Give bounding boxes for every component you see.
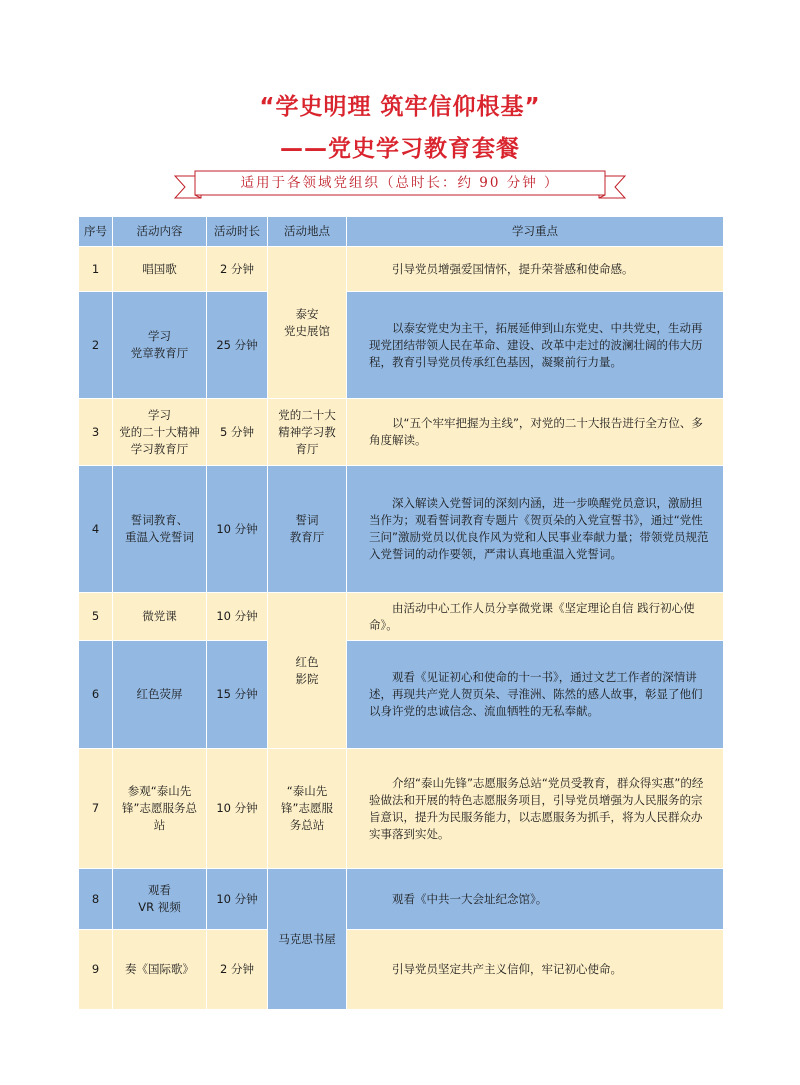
header-focus: 学习重点 [347, 217, 724, 247]
header-no: 序号 [79, 217, 113, 247]
row-duration: 10 分钟 [207, 466, 268, 593]
row-content: 唱国歌 [113, 247, 207, 292]
row-content: 红色荧屏 [113, 641, 207, 749]
row-duration: 10 分钟 [207, 749, 268, 869]
audience-banner [173, 168, 627, 202]
row-focus: 介绍“泰山先锋”志愿服务总站“党员受教育，群众得实惠”的经验做法和开展的特色志愿服务项目，引导党员增强为人民服务的宗旨意识，提升为民服务能力，以志愿服务为抓手，将为人民群众办实事落到实处。 [347, 749, 724, 869]
row-duration: 2 分钟 [207, 247, 268, 292]
row-no: 4 [79, 466, 113, 593]
table-header-row [79, 217, 724, 247]
row-location: 誓词 教育厅 [268, 466, 347, 593]
row-content: 参观“泰山先锋”志愿服务总站 [113, 749, 207, 869]
table-row [79, 593, 724, 641]
banner-text: 适用于各领域党组织（总时长：约 90 分钟 ） [240, 175, 560, 191]
row-location: 党的二十大精神学习教育厅 [268, 399, 347, 466]
row-no: 3 [79, 399, 113, 466]
activity-table [78, 216, 724, 1010]
row-no: 5 [79, 593, 113, 641]
row-duration: 2 分钟 [207, 930, 268, 1010]
row-no: 6 [79, 641, 113, 749]
table-row [79, 641, 724, 749]
row-location: 红色 影院 [268, 593, 347, 749]
row-focus: 以泰安党史为主干，拓展延伸到山东党史、中共党史，生动再现党团结带领人民在革命、建设、改革中走过的波澜壮阔的伟大历程，教育引导党员传承红色基因，凝聚前行力量。 [347, 292, 724, 399]
row-location: 泰安 党史展馆 [268, 247, 347, 399]
row-focus: 深入解读入党誓词的深刻内涵，进一步唤醒党员意识，激励担当作为；观看誓词教育专题片《贺页朵的入党宣誓书》，通过“党性三问”激励党员以优良作风为党和人民事业奉献力量；带领党员规范入党誓词的动作要领，严肃认真地重温入党誓词。 [347, 466, 724, 593]
row-no: 8 [79, 869, 113, 930]
header-duration: 活动时长 [207, 217, 268, 247]
row-location: 马克思书屋 [268, 869, 347, 1010]
page-title: “学史明理 筑牢信仰根基” [259, 94, 541, 120]
row-no: 7 [79, 749, 113, 869]
row-no: 2 [79, 292, 113, 399]
row-focus: 由活动中心工作人员分享微党课《坚定理论自信 践行初心使命》。 [347, 593, 724, 641]
table-row [79, 292, 724, 399]
table-row [79, 930, 724, 1010]
row-content: 誓词教育、 重温入党誓词 [113, 466, 207, 593]
row-no: 9 [79, 930, 113, 1010]
row-duration: 10 分钟 [207, 869, 268, 930]
row-duration: 5 分钟 [207, 399, 268, 466]
table-row [79, 247, 724, 292]
header-location: 活动地点 [268, 217, 347, 247]
row-content: 学习 党的二十大精神学习教育厅 [113, 399, 207, 466]
row-duration: 15 分钟 [207, 641, 268, 749]
table-row [79, 399, 724, 466]
table-row [79, 749, 724, 869]
row-content: 观看 VR 视频 [113, 869, 207, 930]
row-duration: 25 分钟 [207, 292, 268, 399]
row-focus: 引导党员坚定共产主义信仰，牢记初心使命。 [347, 930, 724, 1010]
row-content: 奏《国际歌》 [113, 930, 207, 1010]
table-row [79, 869, 724, 930]
row-focus: 引导党员增强爱国情怀，提升荣誉感和使命感。 [347, 247, 724, 292]
header-content: 活动内容 [113, 217, 207, 247]
page-subtitle: ——党史学习教育套餐 [280, 136, 520, 162]
table-row [79, 466, 724, 593]
row-focus: 观看《中共一大会址纪念馆》。 [347, 869, 724, 930]
row-no: 1 [79, 247, 113, 292]
row-focus: 以“五个牢牢把握为主线”，对党的二十大报告进行全方位、多角度解读。 [347, 399, 724, 466]
row-content: 学习 党章教育厅 [113, 292, 207, 399]
row-location: “泰山先锋”志愿服务总站 [268, 749, 347, 869]
row-content: 微党课 [113, 593, 207, 641]
row-duration: 10 分钟 [207, 593, 268, 641]
row-focus: 观看《见证初心和使命的十一书》，通过文艺工作者的深情讲述，再现共产党人贺页朵、寻淮洲、陈然的感人故事，彰显了他们以身许党的忠诚信念、流血牺牲的无私奉献。 [347, 641, 724, 749]
